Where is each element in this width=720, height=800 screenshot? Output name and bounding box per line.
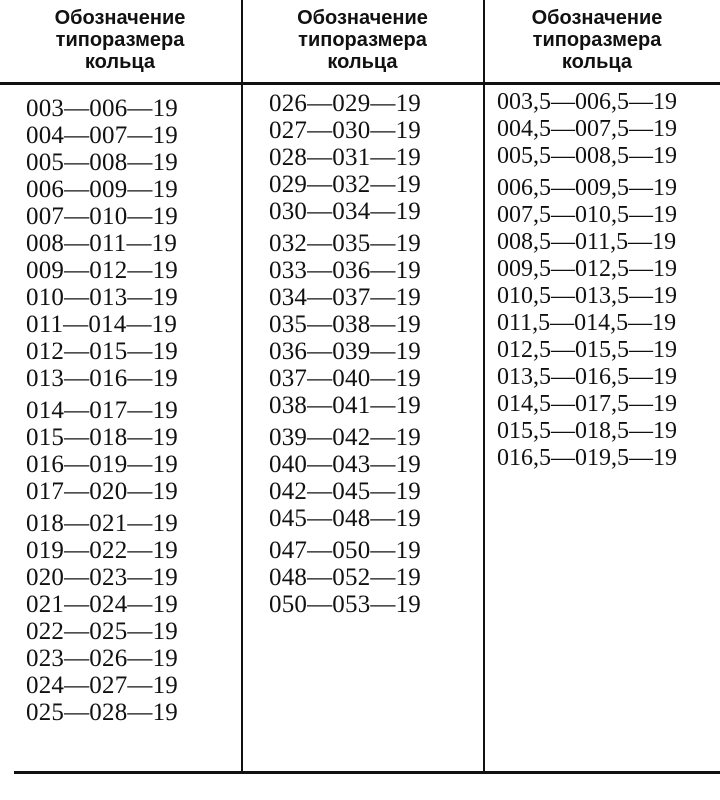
header-line: типоразмера	[298, 29, 427, 51]
ring-designation: 023—026—19	[26, 645, 178, 672]
ring-designation: 016,5—019,5—19	[497, 445, 677, 471]
ring-designation: 037—040—19	[269, 365, 421, 392]
ring-designation: 032—035—19	[269, 230, 421, 257]
column-3-values	[497, 89, 677, 472]
ring-designation: 015—018—19	[26, 424, 178, 451]
ring-designation: 038—041—19	[269, 392, 421, 419]
ring-designation: 003—006—19	[26, 95, 178, 122]
ring-designation: 042—045—19	[269, 478, 421, 505]
ring-designation: 006,5—009,5—19	[497, 175, 677, 201]
header-line: кольца	[327, 51, 398, 73]
ring-designation: 030—034—19	[269, 198, 421, 225]
ring-designation: 013—016—19	[26, 365, 178, 392]
ring-designation: 012,5—015,5—19	[497, 337, 677, 363]
header-line: кольца	[561, 51, 633, 73]
ring-designation: 004—007—19	[26, 122, 178, 149]
ring-designation: 050—053—19	[269, 591, 421, 618]
ring-designation: 004,5—007,5—19	[497, 116, 677, 142]
ring-designation: 014,5—017,5—19	[497, 391, 677, 417]
ring-designation: 005—008—19	[26, 149, 178, 176]
table-bottom-border	[14, 771, 720, 774]
ring-designation: 012—015—19	[26, 338, 178, 365]
header-line: кольца	[84, 51, 156, 73]
column-header-1	[10, 7, 230, 73]
ring-designation: 047—050—19	[269, 537, 421, 564]
ring-designation: 021—024—19	[26, 591, 178, 618]
column-divider-2	[483, 0, 485, 774]
ring-designation: 020—023—19	[26, 564, 178, 591]
ring-designation: 028—031—19	[269, 144, 421, 171]
column-header-2	[250, 7, 475, 73]
ring-designation: 048—052—19	[269, 564, 421, 591]
ring-designation: 027—030—19	[269, 117, 421, 144]
ring-designation: 029—032—19	[269, 171, 421, 198]
ring-designation: 008—011—19	[26, 230, 178, 257]
column-2-values	[269, 90, 421, 618]
ring-designation: 040—043—19	[269, 451, 421, 478]
ring-designation: 008,5—011,5—19	[497, 229, 677, 255]
ring-designation: 026—029—19	[269, 90, 421, 117]
ring-designation: 015,5—018,5—19	[497, 418, 677, 444]
ring-designation: 009—012—19	[26, 257, 178, 284]
ring-designation: 033—036—19	[269, 257, 421, 284]
header-divider	[0, 82, 720, 85]
ring-designation: 010—013—19	[26, 284, 178, 311]
header-line: Обозначение	[54, 7, 186, 29]
ring-designation: 011—014—19	[26, 311, 178, 338]
column-header-3	[492, 7, 702, 73]
ring-designation: 045—048—19	[269, 505, 421, 532]
ring-designation: 035—038—19	[269, 311, 421, 338]
ring-designation: 025—028—19	[26, 699, 178, 726]
ring-designation: 034—037—19	[269, 284, 421, 311]
ring-designation: 022—025—19	[26, 618, 178, 645]
ring-designation: 016—019—19	[26, 451, 178, 478]
header-line: Обозначение	[297, 7, 428, 29]
ring-designation: 005,5—008,5—19	[497, 143, 677, 169]
ring-designation: 014—017—19	[26, 397, 178, 424]
ring-designation: 017—020—19	[26, 478, 178, 505]
ring-designation: 039—042—19	[269, 424, 421, 451]
header-line: типоразмера	[532, 29, 662, 51]
ring-designation: 003,5—006,5—19	[497, 89, 677, 115]
ring-designation: 013,5—016,5—19	[497, 364, 677, 390]
ring-designation: 019—022—19	[26, 537, 178, 564]
ring-designation: 009,5—012,5—19	[497, 256, 677, 282]
ring-designation: 011,5—014,5—19	[497, 310, 677, 336]
ring-designation: 010,5—013,5—19	[497, 283, 677, 309]
header-line: типоразмера	[55, 29, 185, 51]
header-line: Обозначение	[531, 7, 663, 29]
column-divider-1	[241, 0, 243, 774]
ring-designation: 006—009—19	[26, 176, 178, 203]
column-1-values	[26, 95, 178, 726]
ring-designation: 018—021—19	[26, 510, 178, 537]
ring-designation: 024—027—19	[26, 672, 178, 699]
ring-designation: 007,5—010,5—19	[497, 202, 677, 228]
ring-designation: 036—039—19	[269, 338, 421, 365]
ring-designation: 007—010—19	[26, 203, 178, 230]
